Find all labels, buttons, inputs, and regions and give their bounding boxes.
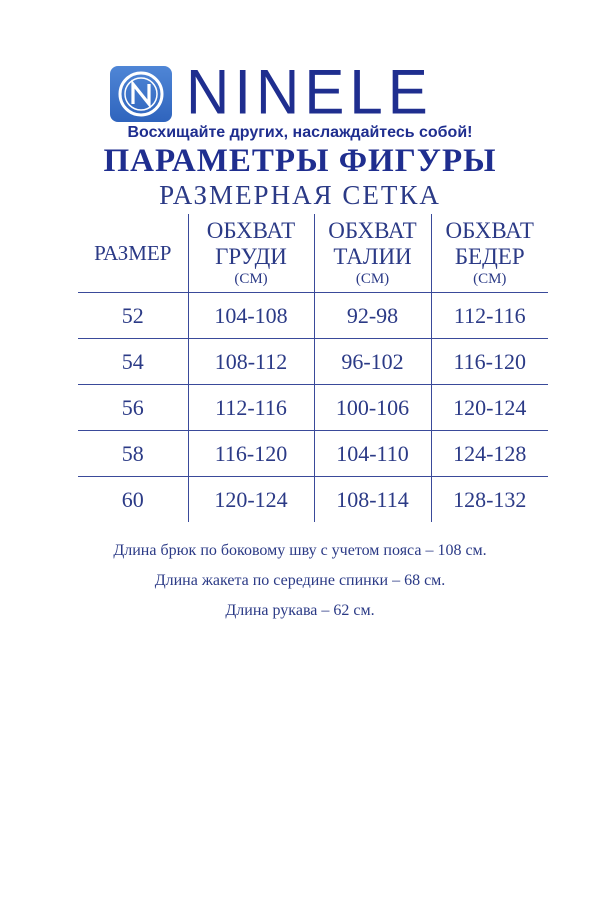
header-waist-line2: ТАЛИИ bbox=[333, 244, 412, 269]
table-row bbox=[78, 293, 548, 339]
cell-hips: 112-116 bbox=[431, 293, 548, 339]
cell-size: 56 bbox=[78, 385, 188, 431]
header-chest-line1: ОБХВАТ bbox=[206, 218, 296, 243]
header-waist-unit: (СМ) bbox=[355, 271, 390, 287]
cell-waist: 92-98 bbox=[314, 293, 431, 339]
header-hips-line1: ОБХВАТ bbox=[445, 218, 534, 243]
brand-name: NINELE bbox=[186, 57, 433, 128]
note-jacket-length: Длина жакета по середине спинки – 68 см. bbox=[154, 572, 446, 589]
header-waist-line1: ОБХВАТ bbox=[328, 218, 417, 243]
brand-header bbox=[0, 57, 600, 128]
cell-size: 60 bbox=[78, 477, 188, 523]
table-row bbox=[78, 385, 548, 431]
header-chest-line2: ГРУДИ bbox=[215, 244, 287, 269]
brand-slogan: Восхищайте других, наслаждайтесь собой! bbox=[127, 124, 473, 141]
header-waist bbox=[314, 214, 431, 293]
table-row bbox=[78, 431, 548, 477]
cell-chest: 112-116 bbox=[188, 385, 314, 431]
cell-hips: 116-120 bbox=[431, 339, 548, 385]
header-hips-unit: (СМ) bbox=[473, 271, 507, 287]
cell-waist: 108-114 bbox=[314, 477, 431, 523]
size-chart-table bbox=[78, 214, 548, 522]
cell-chest: 108-112 bbox=[188, 339, 314, 385]
cell-size: 52 bbox=[78, 293, 188, 339]
table-header-row bbox=[78, 214, 548, 293]
header-chest-unit: (СМ) bbox=[234, 271, 268, 287]
cell-hips: 124-128 bbox=[431, 431, 548, 477]
table-row bbox=[78, 477, 548, 523]
header-hips-line2: БЕДЕР bbox=[454, 244, 525, 269]
header-chest bbox=[188, 214, 314, 293]
measurement-notes bbox=[0, 538, 600, 628]
header-hips bbox=[431, 214, 548, 293]
cell-chest: 120-124 bbox=[188, 477, 314, 523]
cell-chest: 104-108 bbox=[188, 293, 314, 339]
page-subtitle: РАЗМЕРНАЯ СЕТКА bbox=[159, 180, 441, 210]
header-size: РАЗМЕР bbox=[94, 240, 172, 265]
note-sleeve-length: Длина рукава – 62 см. bbox=[225, 602, 375, 619]
cell-waist: 96-102 bbox=[314, 339, 431, 385]
page-title: ПАРАМЕТРЫ ФИГУРЫ bbox=[103, 143, 497, 179]
table-row bbox=[78, 339, 548, 385]
cell-size: 54 bbox=[78, 339, 188, 385]
n-circle-logo-icon bbox=[110, 66, 172, 122]
cell-waist: 100-106 bbox=[314, 385, 431, 431]
note-trousers-length: Длина брюк по боковому шву с учетом пояса – 108 см. bbox=[113, 542, 487, 559]
cell-chest: 116-120 bbox=[188, 431, 314, 477]
cell-waist: 104-110 bbox=[314, 431, 431, 477]
cell-hips: 128-132 bbox=[431, 477, 548, 523]
cell-hips: 120-124 bbox=[431, 385, 548, 431]
cell-size: 58 bbox=[78, 431, 188, 477]
